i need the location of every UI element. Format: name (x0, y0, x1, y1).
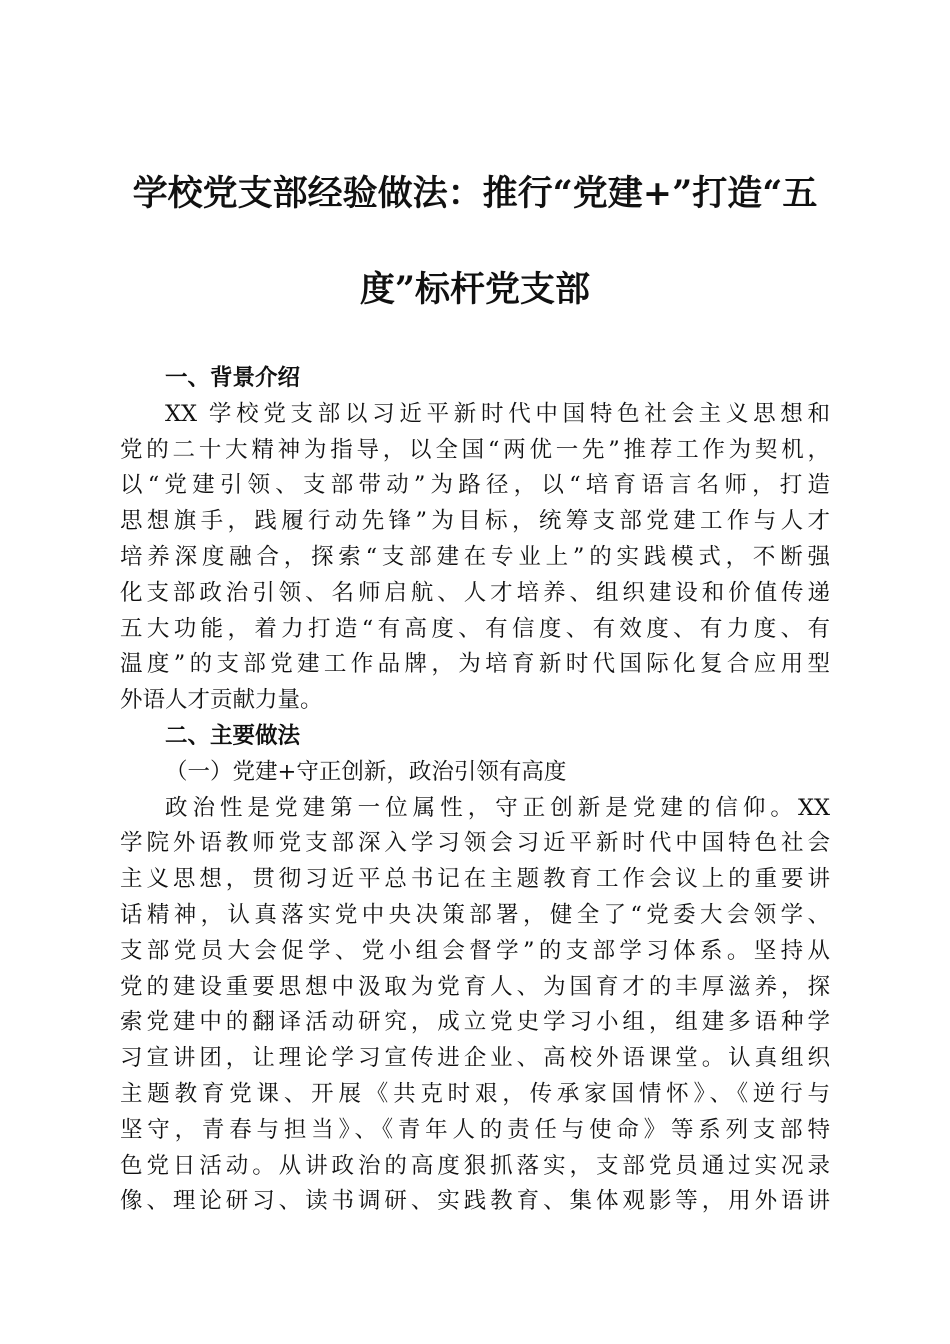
paragraph-line: 思想旗手，践履行动先锋”为目标，统筹支部党建工作与人才 (120, 508, 830, 535)
subsection-heading: （一）党建+守正创新，政治引领有高度 (165, 758, 567, 785)
document-title-line-1: 学校党支部经验做法：推行“党建+”打造“五 (132, 173, 818, 214)
paragraph-line: 支部党员大会促学、党小组会督学”的支部学习体系。坚持从 (120, 937, 830, 964)
paragraph-line: 像、理论研习、读书调研、实践教育、集体观影等，用外语讲 (120, 1188, 830, 1215)
paragraph-line: 主题教育党课、开展《共克时艰，传承家国情怀》、《逆行与 (120, 1080, 830, 1107)
section-heading-background: 一、背景介绍 (165, 365, 301, 391)
paragraph-line: 以“党建引领、支部带动”为路径，以“培育语言名师，打造 (120, 472, 830, 499)
paragraph-line: 党的二十大精神为指导，以全国“两优一先”推荐工作为契机， (120, 436, 830, 463)
paragraph-line: 学院外语教师党支部深入学习领会习近平新时代中国特色社会 (120, 830, 830, 857)
paragraph-line: 色党日活动。从讲政治的高度狠抓落实，支部党员通过实况录 (120, 1152, 830, 1179)
paragraph-line: 坚守，青春与担当》、《青年人的责任与使命》等系列支部特 (120, 1116, 830, 1143)
paragraph-line: 温度”的支部党建工作品牌，为培育新时代国际化复合应用型 (120, 651, 830, 678)
paragraph-line: XX 学校党支部以习近平新时代中国特色社会主义思想和 (165, 400, 830, 427)
paragraph-line: 主义思想，贯彻习近平总书记在主题教育工作会议上的重要讲 (120, 866, 830, 893)
document-body (120, 361, 830, 1220)
paragraph-line: 话精神，认真落实党中央决策部署，健全了“党委大会领学、 (120, 901, 830, 928)
document-title-line-2: 度”标杆党支部 (359, 269, 591, 310)
paragraph-line: 党的建设重要思想中汲取为党育人、为国育才的丰厚滋养，探 (120, 973, 830, 1000)
paragraph-line: 五大功能，着力打造“有高度、有信度、有效度、有力度、有 (120, 615, 830, 642)
paragraph-line: 习宣讲团，让理论学习宣传进企业、高校外语课堂。认真组织 (120, 1045, 830, 1072)
section-heading-methods: 二、主要做法 (165, 722, 301, 749)
paragraph-line: 索党建中的翻译活动研究，成立党史学习小组，组建多语种学 (120, 1009, 830, 1036)
paragraph-line: 外语人才贡献力量。 (120, 687, 323, 714)
paragraph-line: 化支部政治引领、名师启航、人才培养、组织建设和价值传递 (120, 579, 830, 606)
paragraph-line: 政治性是党建第一位属性，守正创新是党建的信仰。XX (165, 794, 830, 821)
paragraph-line: 培养深度融合，探索“支部建在专业上”的实践模式，不断强 (120, 543, 830, 570)
